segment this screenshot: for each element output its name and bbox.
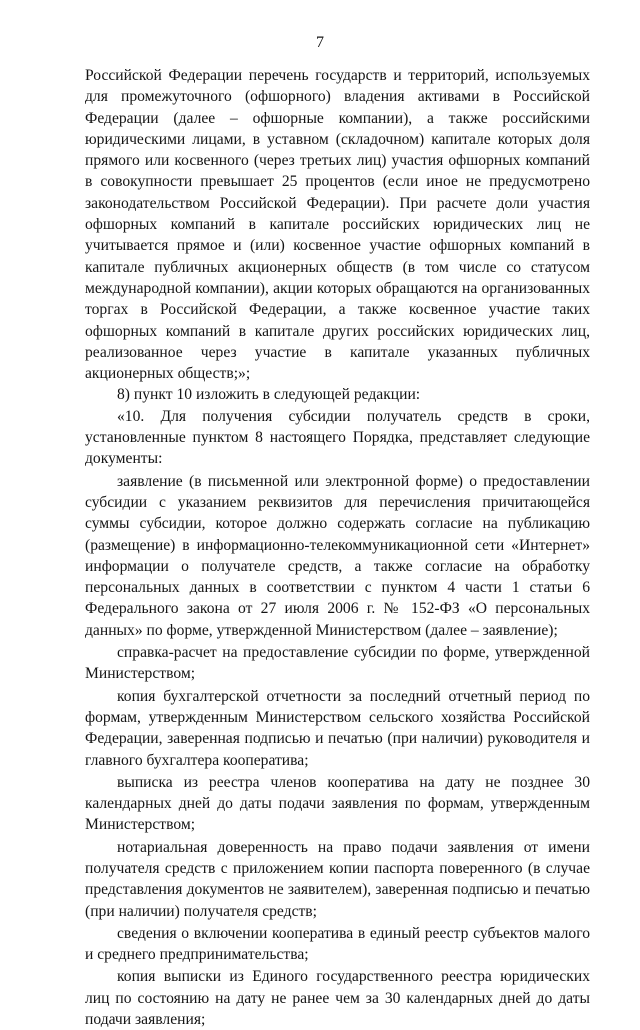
paragraph-members-register: выписка из реестра членов кооператива на дату не позднее 30 календарных дней до даты подачи заявления по формам, утвержденным Министерством; xyxy=(85,773,590,834)
paragraph-calculation: справка-расчет на предоставление субсидии по форме, утвержденной Министерством; xyxy=(85,644,590,683)
paragraph-application: заявление (в письменной или электронной форме) о предоставлении субсидии с указанием реквизитов для перечисления причитающейся суммы субсидии, которое должно содержать согласие на публикацию (размещение) в информационно-телекоммуникационной сети «Интернет» информации о получателе средств, а также согласие на обработку персональных данных в соответствии с пунктом 4 части 1 статьи 6 Федерального закона от 27 июля 2006 г. № 152-ФЗ «О персональных данных» по форме, утвержденной Министерством (далее – заявление); xyxy=(85,472,590,639)
paragraph-accounting: копия бухгалтерской отчетности за последний отчетный период по формам, утвержденным Министерством сельского хозяйства Российской Федерации, заверенная подписью и печатью (при наличии) руководителя и главного бухгалтера кооператива; xyxy=(85,687,590,769)
paragraph-egrul-extract: копия выписки из Единого государственного реестра юридических лиц по состоянию на дату не ранее чем за 30 календарных дней до даты подачи заявления; xyxy=(85,968,590,1029)
paragraph-item-8: 8) пункт 10 изложить в следующей редакции: xyxy=(117,386,421,404)
paragraph-continuation: Российской Федерации перечень государств и территорий, используемых для промежуточного (офшорного) владения активами в Российской Федерации (далее – офшорные компании), а также российскими юридическими лицами, в уставном (складочном) капитале которых доля прямого или косвенного (через третьих лиц) участия офшорных компаний в совокупности превышает 25 процентов (если иное не предусмотрено законодательством Российской Федерации). При расчете доли участия офшорных компаний в капитале российских юридических лиц не учитывается прямое и (или) косвенное участие офшорных компаний в капитале публичных акционерных обществ (в том числе со статусом международной компании), акции которых обращаются на организованных торгах в Российской Федерации, а также косвенное участие таких офшорных компаний в капитале других российских юридических лиц, реализованное через участие в капитале указанных публичных акционерных обществ;»; xyxy=(85,67,590,383)
document-body xyxy=(85,65,590,1030)
paragraph-point-10: «10. Для получения субсидии получатель средств в сроки, установленные пунктом 8 настоящего Порядка, представляет следующие документы: xyxy=(85,407,590,468)
paragraph-sme-register: сведения о включении кооператива в единый реестр субъектов малого и среднего предпринимательства; xyxy=(85,924,590,964)
page-number: 7 xyxy=(316,34,324,51)
paragraph-power-of-attorney: нотариальная доверенность на право подачи заявления от имени получателя средств с приложением копии паспорта поверенного (в случае представления документов не заявителем), заверенная подписью и печатью (при наличии) получателя средств; xyxy=(85,838,590,920)
